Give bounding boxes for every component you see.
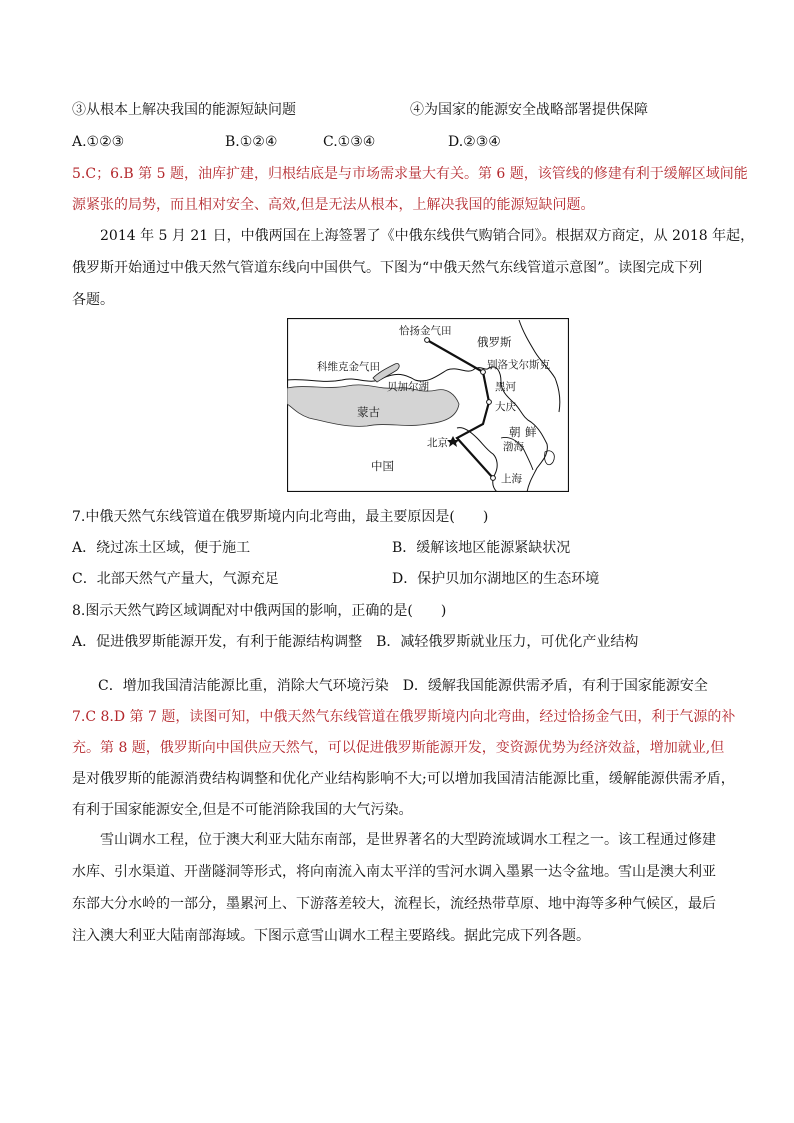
label-chayanda: 恰扬金气田 xyxy=(399,325,452,337)
intro-7-8-line-1: 2014 年 5 月 21 日，中俄两国在上海签署了《中俄东线供气购销合同》。根据双方商定，从 2018 年起， xyxy=(100,228,755,244)
label-baikal: 贝加尔湖 xyxy=(387,381,429,393)
label-beijing: 北京 xyxy=(427,437,448,449)
q7-stem: 7.中俄天然气东线管道在俄罗斯境内向北弯曲，最主要原因是( ) xyxy=(72,509,489,525)
label-bohai: 渤海 xyxy=(503,441,524,453)
q4-choice-c: C.①③④ xyxy=(323,134,376,150)
label-russia: 俄罗斯 xyxy=(477,335,512,349)
answer-7-8-line-2: 充。第 8 题，俄罗斯向中国供应天然气，可以促进俄罗斯能源开发，变资源优势为经济效益，增加就业,但 xyxy=(72,740,725,756)
label-daqing: 大庆 xyxy=(495,401,516,413)
q4-choice-a: A.①②③ xyxy=(72,134,125,150)
intro-snowy-line-3: 东部大分水岭的一部分，墨累河上、下游落差较大，流程长，流经热带草原、地中海等多种气候区，最后 xyxy=(72,896,716,912)
intro-snowy-line-2: 水库、引水渠道、开凿隧洞等形式，将向南流入南太平洋的雪河水调入墨累一达令盆地。雪山是澳大利亚 xyxy=(72,864,716,880)
station-belogorsk xyxy=(481,370,486,375)
q7-option-c: C．北部天然气产量大，气源充足 xyxy=(72,571,279,587)
label-heihe: 黑河 xyxy=(495,381,516,393)
q4-option-4: ④为国家的能源安全战略部署提供保障 xyxy=(410,102,648,118)
answer-7-8-line-1: 7.C 8.D 第 7 题，读图可知，中俄天然气东线管道在俄罗斯境内向北弯曲，经过恰扬金气田，利于气源的补 xyxy=(72,709,736,725)
q8-options-ab: A．促进俄罗斯能源开发，有利于能源结构调整 B．减轻俄罗斯就业压力，可优化产业结构 xyxy=(72,634,639,650)
station-chayanda xyxy=(425,338,430,343)
answer-5-6-line-2: 源紧张的局势，而且相对安全、高效,但是无法从根本，上解决我国的能源短缺问题。 xyxy=(72,197,595,213)
intro-7-8-line-3: 各题。 xyxy=(72,292,114,308)
station-shanghai xyxy=(491,476,496,481)
label-korea-1: 朝 xyxy=(509,425,521,439)
q7-option-d: D．保护贝加尔湖地区的生态环境 xyxy=(392,571,600,587)
label-kovykta: 科维克金气田 xyxy=(317,361,380,373)
intro-snowy-line-4: 注入澳大利亚大陆南部海域。下图示意雪山调水工程主要路线。据此完成下列各题。 xyxy=(72,928,590,944)
q4-option-3: ③从根本上解决我国的能源短缺问题 xyxy=(72,102,296,118)
label-belogorsk: 别洛戈尔斯克 xyxy=(487,359,550,371)
q4-choice-b: B.①②④ xyxy=(225,134,278,150)
answer-5-6-line-1: 5.C；6.B 第 5 题，油库扩建，归根结底是与市场需求量大有关。第 6 题，该管线的修建有利于缓解区域间能 xyxy=(72,166,748,182)
q7-option-b: B．缓解该地区能源紧缺状况 xyxy=(392,540,571,556)
q7-option-a: A．绕过冻土区域，便于施工 xyxy=(72,540,251,556)
intro-7-8-line-2: 俄罗斯开始通过中俄天然气管道东线向中国供气。下图为“中俄天然气东线管道示意图”。读图完成下列 xyxy=(72,260,703,276)
answer-7-8-line-3: 是对俄罗斯的能源消费结构调整和优化产业结构影响不大;可以增加我国清洁能源比重，缓解能源供需矛盾， xyxy=(72,771,735,787)
label-mongolia: 蒙古 xyxy=(357,405,380,419)
q8-options-cd: C．增加我国清洁能源比重，消除大气环境污染 D．缓解我国能源供需矛盾，有利于国家能源安全 xyxy=(98,678,708,694)
label-shanghai: 上海 xyxy=(501,473,522,485)
label-china: 中国 xyxy=(371,459,394,473)
station-daqing xyxy=(487,400,492,405)
label-korea-2: 鲜 xyxy=(525,425,537,439)
q8-stem: 8.图示天然气跨区域调配对中俄两国的影响，正确的是( ) xyxy=(72,603,447,619)
q4-choice-d: D.②③④ xyxy=(448,134,501,150)
pipeline-map xyxy=(287,318,569,492)
intro-snowy-line-1: 雪山调水工程，位于澳大利亚大陆东南部，是世界著名的大型跨流域调水工程之一。该工程通过修建 xyxy=(100,832,716,848)
answer-7-8-line-4: 有利于国家能源安全,但是不可能消除我国的大气污染。 xyxy=(72,802,413,818)
